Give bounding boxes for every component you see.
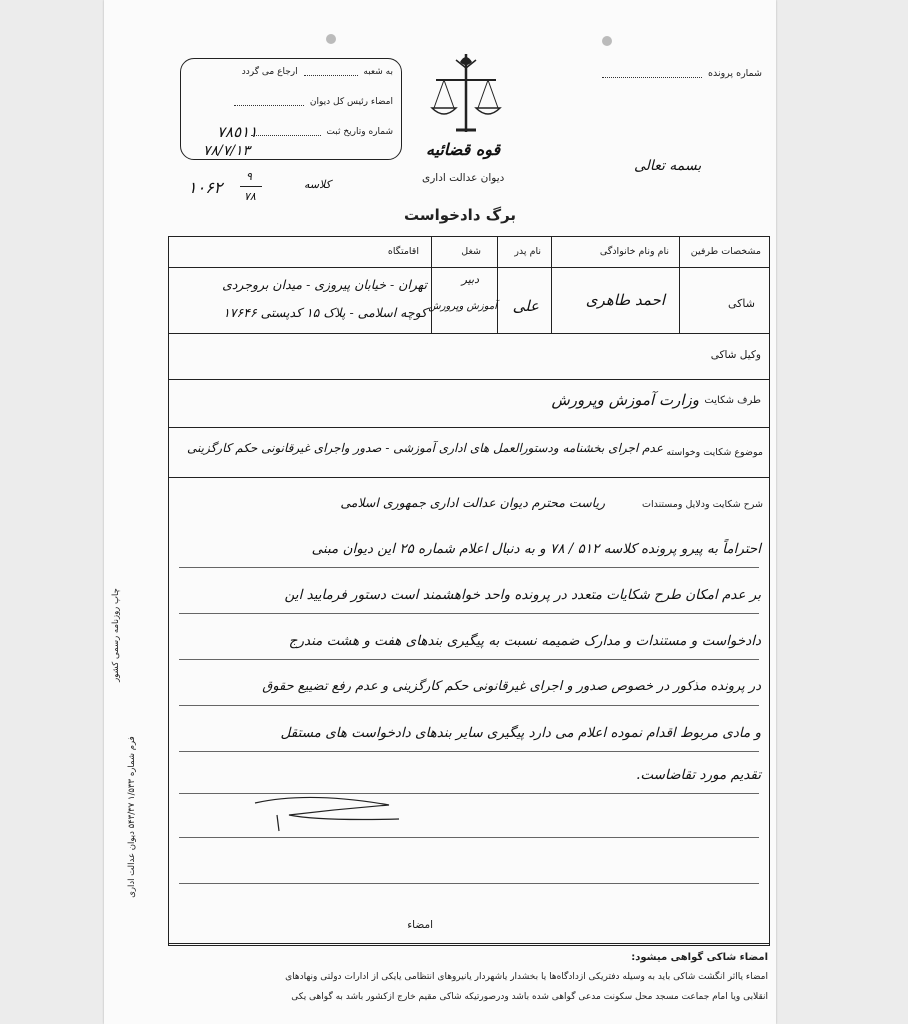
case-left-number: ١٠۶٢ <box>188 178 223 197</box>
complainant-father: علی <box>512 297 539 315</box>
reg-date: ٧٨/٧/١٣ <box>203 143 251 159</box>
punch-hole-icon <box>602 36 612 46</box>
judiciary-emblem-icon <box>430 50 502 136</box>
reasons-salutation: ریاست محترم دیوان عدالت اداری جمهوری اسلامی <box>340 495 605 510</box>
reasons-label: شرح شکایت ودلایل ومستندات <box>642 499 763 510</box>
body-line-2: بر عدم امکان طرح شکایات متعدد در پرونده واحد خواهشمند است دستور فرمایید این <box>284 587 761 603</box>
col-header-job: شغل <box>461 246 481 257</box>
subject-value: عدم اجرای بخشنامه ودستورالعمل های اداری آموزشی - صدور واجرای غیرقانونی حکم کارگزینی <box>186 441 663 455</box>
petition-table <box>168 236 770 946</box>
body-line-1: احتراماً به پیرو پرونده کلاسه ۵۱۲ / ۷۸ و به دنبال اعلام شماره ۲۵ این دیوان مبنی <box>311 541 761 557</box>
side-printer: چاپ روزنامه رسمی کشور <box>111 588 121 682</box>
footer-line-2: انقلابی ویا امام جماعت مسجد محل سکونت مدعی گواهی شده باشد ودرصورتیکه شاکی مقیم خارج ازکشور باشد به گواهی یکی <box>291 992 768 1002</box>
side-form-number: فرم شماره ۱/۵۳۳ ۵۴۳/۳۷ دیوان عدالت اداری <box>127 736 137 898</box>
lawyer-label: وکیل شاکی <box>710 349 761 361</box>
registration-stamp-box <box>180 58 402 160</box>
body-line-3: دادخواست و مستندات و مدارک ضمیمه نسبت به پیگیری بندهای هفت و هشت مندرج <box>288 633 761 649</box>
footer-line-1: امضاء یااثر انگشت شاکی باید به وسیله دفتریکی ازدادگاه‌ها یا بخشدار یاشهردار یانیروهای انتظامی یایکی از ادارات دولتی ونهادهای <box>285 972 768 982</box>
body-line-6: تقدیم مورد تقاضاست. <box>636 767 761 783</box>
body-line-5: و مادی مربوط اقدام نموده اعلام می دارد پیگیری سایر بندهای دادخواست های مستقل <box>280 725 761 741</box>
complainant-address-1: تهران - خیابان پیروزی - میدان بروجردی <box>222 277 427 292</box>
defendant-value: وزارت آموزش وپرورش <box>551 391 699 409</box>
col-header-name: نام ونام خانوادگی <box>599 246 669 257</box>
complainant-label: شاکی <box>728 297 755 310</box>
stamp-line-registration: شماره وتاریخ ثبت <box>248 127 393 137</box>
stamp-line-referral: به شعبه ارجاع می گردد <box>241 67 393 77</box>
defendant-label: طرف شکایت <box>704 395 761 406</box>
complainant-job-1: دبیر <box>461 273 479 286</box>
case-fraction-bottom: ٧٨ <box>244 190 256 203</box>
file-number-label: شماره پرونده <box>707 68 762 79</box>
complainant-name: احمد طاهری <box>585 291 665 309</box>
file-number-row <box>599 68 762 79</box>
case-fraction-top: ٩ <box>246 170 252 183</box>
col-header-address: اقامتگاه <box>387 246 419 257</box>
case-class-label: کلاسه <box>304 178 331 191</box>
col-header-father: نام پدر <box>514 246 541 257</box>
stamp-line-signature: امضاء رئیس کل دیوان <box>231 97 393 107</box>
complainant-address-2: کوچه اسلامی - پلاک ۱۵ کدپستی ۱۷۶۴۶ <box>223 305 427 320</box>
strike-scribble <box>249 785 409 835</box>
form-title: برگ دادخواست <box>404 206 517 224</box>
subject-label: موضوع شکایت وخواسته <box>666 447 763 458</box>
reg-number: ٧٨٥١١ <box>217 123 258 141</box>
emblem-subtitle: دیوان عدالت اداری <box>422 172 505 184</box>
emblem-title: قوه قضائیه <box>426 140 501 159</box>
invocation: بسمه تعالی <box>634 158 702 174</box>
body-line-4: در پرونده مذکور در خصوص صدور و اجرای غیرقانونی حکم کارگزینی و عدم رفع تضییع حقوق <box>262 679 761 694</box>
petition-form-page <box>104 0 776 1024</box>
complainant-job-2: آموزش وپرورش <box>428 301 497 312</box>
punch-hole-icon <box>326 34 336 44</box>
footer-title: امضاء شاکی گواهی میشود: <box>631 952 768 963</box>
signature-label: امضاء <box>407 919 433 931</box>
col-header-parties: مشخصات طرفین <box>690 246 761 257</box>
